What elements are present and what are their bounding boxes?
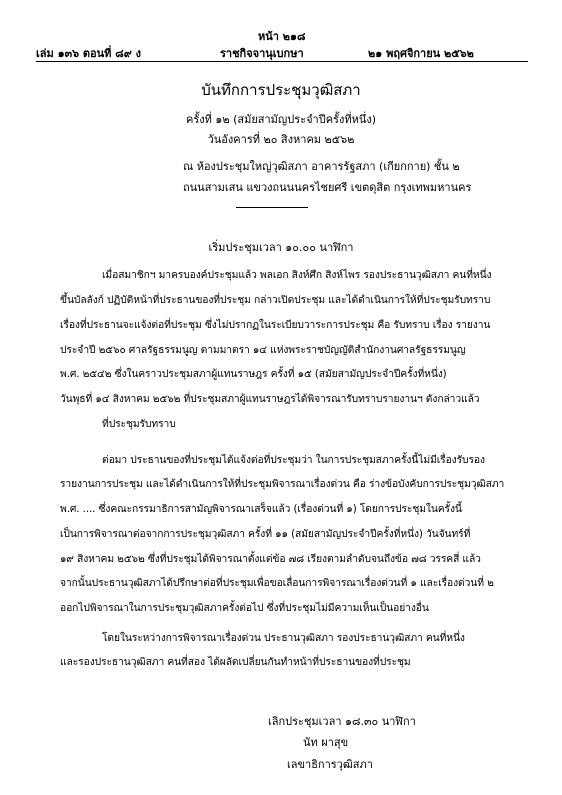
paragraph-2-line-2: รายงานการประชุม และได้ดำเนินการให้ที่ประชุมพิจารณาเรื่องด่วน คือ ร่างข้อบังคับการประชุมวุฒิสภา xyxy=(60,478,505,490)
meeting-address: ถนนสามเสน แขวงถนนนครไชยศรี เขตดุสิต กรุงเทพมหานคร xyxy=(183,181,472,194)
header-divider xyxy=(36,61,528,62)
paragraph-2-line-7: ออกไปพิจารณาในการประชุมวุฒิสภาครั้งต่อไป ซึ่งที่ประชุมไม่มีความเห็นเป็นอย่างอื่น xyxy=(60,602,429,614)
paragraph-3-line-2: และรองประธานวุฒิสภา คนที่สอง ได้ผลัดเปลี่ยนกันทำหน้าที่ประธานของที่ประชุม xyxy=(60,656,411,668)
paragraph-1-line-5: พ.ศ. ๒๕๔๒ ซึ่งในคราวประชุมสภาผู้แทนราษฎร ครั้งที่ ๑๕ (สมัยสามัญประจำปีครั้งที่หนึ่ง) xyxy=(60,368,447,380)
volume-issue: เล่ม ๑๓๖ ตอนที่ ๘๙ ง xyxy=(36,47,141,60)
signatory-name: นัท ผาสุข xyxy=(303,736,349,749)
session-line: ครั้งที่ ๑๒ (สมัยสามัญประจำปีครั้งที่หนึ่ง) xyxy=(185,113,377,126)
page-number: หน้า ๒๑๘ xyxy=(258,30,306,43)
meeting-date: วันอังคารที่ ๒๐ สิงหาคม ๒๕๖๒ xyxy=(207,133,355,146)
start-time: เริ่มประชุมเวลา ๑๐.๐๐ นาฬิกา xyxy=(208,241,354,254)
document-title: บันทึกการประชุมวุฒิสภา xyxy=(201,81,361,99)
section-divider xyxy=(236,207,308,208)
paragraph-2-line-3: พ.ศ. .... ซึ่งคณะกรรมาธิการสามัญพิจารณาเสร็จแล้ว (เรื่องด่วนที่ ๑) โดยการประชุมในครั้งนี้ xyxy=(60,503,462,515)
paragraph-1-line-3: เรื่องที่ประธานจะแจ้งต่อที่ประชุม ซึ่งไม่ปรากฏในระเบียบวาระการประชุม คือ รับทราบ เรื่อง รายงาน xyxy=(60,319,491,331)
paragraph-3-line-1: โดยในระหว่างการพิจารณาเรื่องด่วน ประธานวุฒิสภา รองประธานวุฒิสภา คนที่หนึ่ง xyxy=(102,632,465,644)
paragraph-1-line-1: เมื่อสมาชิกฯ มาครบองค์ประชุมแล้ว พลเอก สิงห์ศึก สิงห์ไพร รองประธานวุฒิสภา คนที่หนึ่ง xyxy=(102,269,492,281)
meeting-venue: ณ ห้องประชุมใหญ่วุฒิสภา อาคารรัฐสภา (เกียกกาย) ชั้น ๒ xyxy=(183,160,460,173)
gazette-name: ราชกิจจานุเบกษา xyxy=(220,47,304,60)
end-time: เลิกประชุมเวลา ๑๘.๓๐ นาฬิกา xyxy=(268,715,416,728)
paragraph-2-line-5: ๑๙ สิงหาคม ๒๕๖๒ ซึ่งที่ประชุมได้พิจารณาตั้งแต่ข้อ ๗๘ เรียงตามลำดับจนถึงข้อ ๗๘ วรรคสี่ แล้ว xyxy=(60,553,481,565)
paragraph-2-line-4: เป็นการพิจารณาต่อจากการประชุมวุฒิสภา ครั้งที่ ๑๑ (สมัยสามัญประจำปีครั้งที่หนึ่ง) วันจันทร์ที่ xyxy=(60,528,471,540)
signatory-title: เลขาธิการวุฒิสภา xyxy=(287,758,373,771)
paragraph-2-line-6: จากนั้นประธานวุฒิสภาได้ปรึกษาต่อที่ประชุมเพื่อขอเลื่อนการพิจารณาเรื่องด่วนที่ ๑ และเรื่องด่วนที่ ๒ xyxy=(60,577,494,589)
paragraph-1-line-6: วันพุธที่ ๑๔ สิงหาคม ๒๕๖๒ ที่ประชุมสภาผู้แทนราษฎรได้พิจารณารับทราบรายงานฯ ดังกล่าวแล้ว xyxy=(60,393,480,405)
paragraph-1-line-2: ขึ้นบัลลังก์ ปฏิบัติหน้าที่ประธานของที่ประชุม กล่าวเปิดประชุม และได้ดำเนินการให้ที่ประชุมรับทราบ xyxy=(60,294,491,306)
paragraph-1-line-4: ประจำปี ๒๕๖๐ ศาลรัฐธรรมนูญ ตามมาตรา ๑๔ แห่งพระราชบัญญัติสำนักงานศาลรัฐธรรมนูญ xyxy=(60,344,466,356)
publish-date: ๒๑ พฤศจิกายน ๒๕๖๒ xyxy=(368,47,474,60)
paragraph-2-line-1: ต่อมา ประธานของที่ประชุมได้แจ้งต่อที่ประชุมว่า ในการประชุมสภาครั้งนี้ไม่มีเรื่องรับรอง xyxy=(102,454,485,466)
paragraph-1-line-7: ที่ประชุมรับทราบ xyxy=(102,418,176,430)
